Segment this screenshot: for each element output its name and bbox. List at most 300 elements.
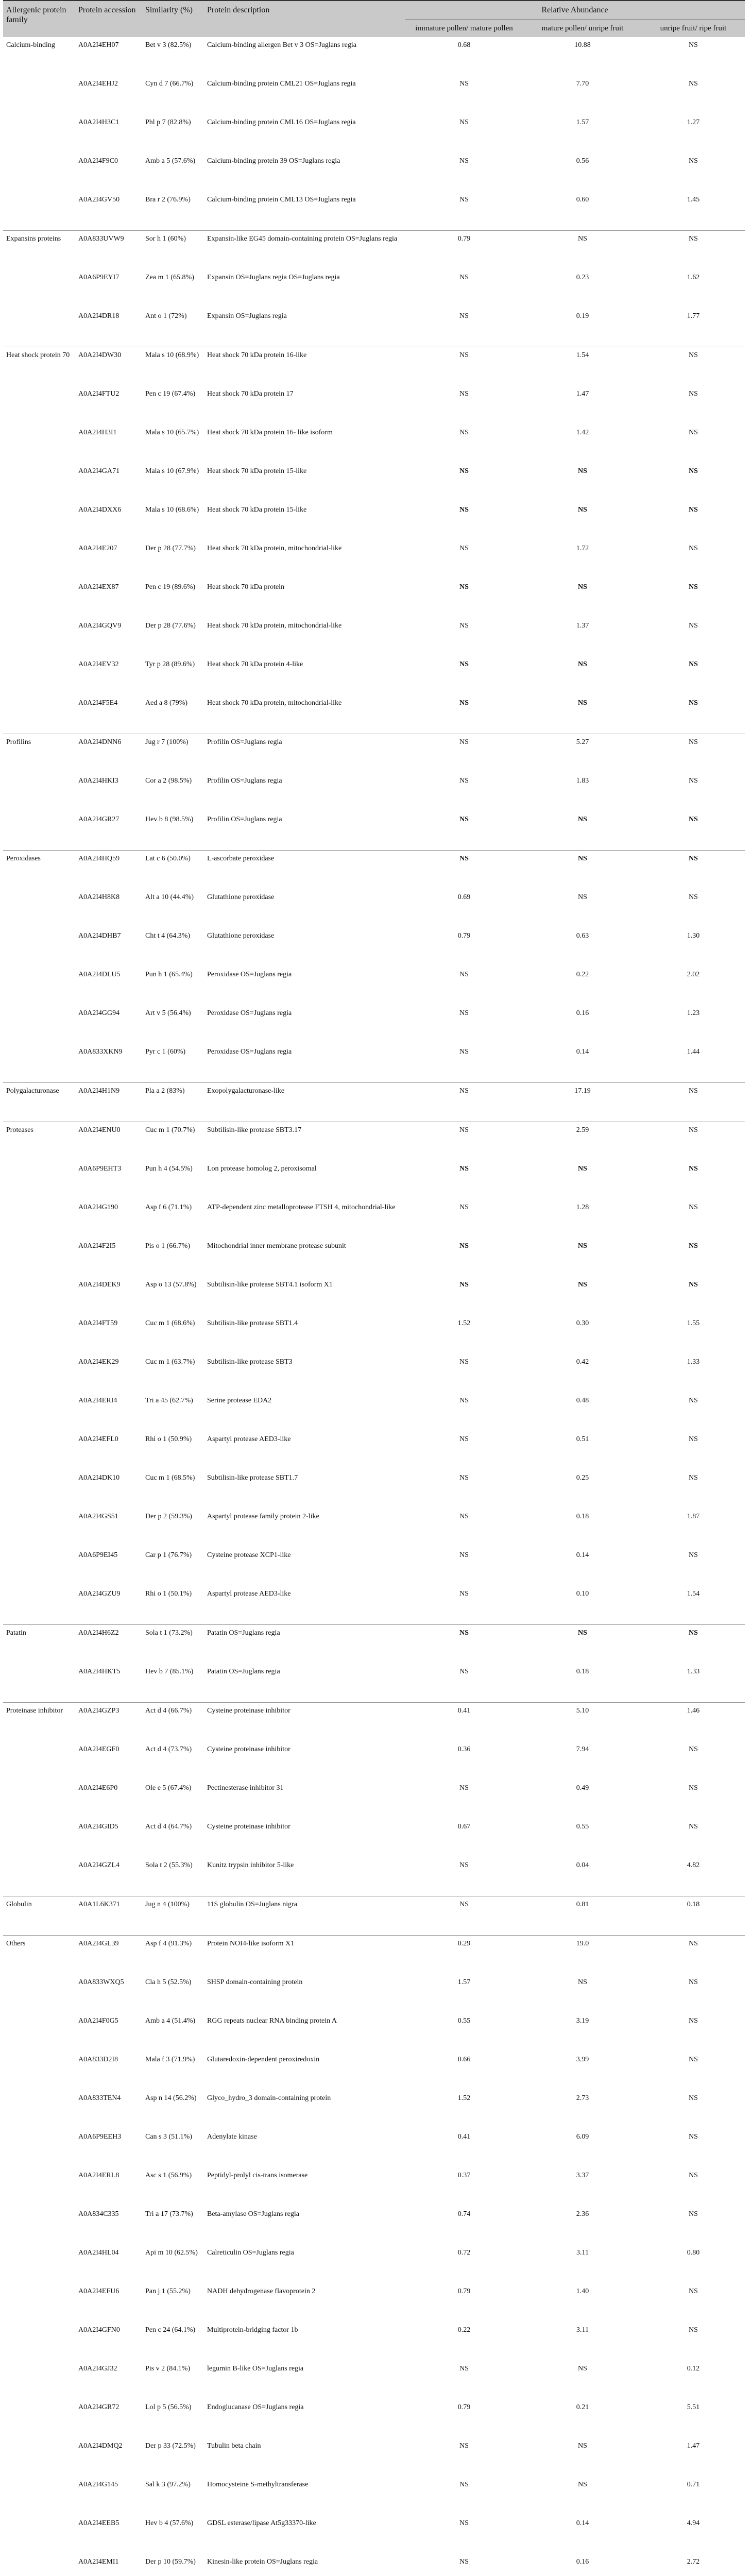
cell-unripe-ripe-fruit: 2.72: [687, 2558, 700, 2566]
cell-immature-mature-pollen: NS: [459, 583, 469, 591]
table-row: [3, 192, 745, 231]
cell-unripe-ripe-fruit: NS: [689, 2056, 698, 2064]
cell-family: [3, 618, 75, 656]
cell-immature-mature-pollen: 0.55: [457, 2017, 471, 2025]
cell-family: [3, 1199, 75, 1238]
cell-similarity: Pen c 19 (89.6%): [145, 583, 196, 591]
cell-mature-pollen-unripe-fruit: NS: [578, 2481, 587, 2489]
cell-mature-pollen-unripe-fruit: 19.0: [576, 1940, 589, 1948]
cell-family: [3, 656, 75, 695]
table-row: [3, 2283, 745, 2322]
cell-family: [3, 2013, 75, 2052]
cell-family: [3, 2052, 75, 2090]
cell-description: Heat shock 70 kDa protein: [207, 583, 285, 591]
cell-mature-pollen-unripe-fruit: 1.37: [576, 622, 589, 630]
cell-accession: A0A1L6K371: [75, 1896, 142, 1936]
table-row: [3, 114, 745, 153]
cell-unripe-ripe-fruit: NS: [689, 2133, 698, 2141]
cell-description: Peroxidase OS=Juglans regia: [204, 1044, 405, 1083]
cell-description: Heat shock 70 kDa protein 15-like: [207, 467, 307, 476]
cell-similarity: Mala s 10 (68.6%): [145, 506, 199, 514]
cell-accession: A0A2I4GJ32: [78, 2365, 117, 2373]
cell-similarity: Amb a 4 (51.4%): [145, 2017, 196, 2025]
cell-description: Adenylate kinase: [207, 2133, 257, 2141]
cell-immature-mature-pollen: 0.74: [457, 2210, 471, 2218]
cell-mature-pollen-unripe-fruit: NS: [523, 695, 642, 734]
cell-similarity: Cor a 2 (98.5%): [145, 777, 192, 785]
cell-similarity: Ole e 5 (67.4%): [145, 1784, 192, 1792]
cell-accession: A0A2I4DEK9: [78, 1281, 121, 1289]
cell-unripe-ripe-fruit: NS: [689, 1126, 698, 1134]
cell-unripe-ripe-fruit: NS: [689, 2326, 698, 2334]
cell-unripe-ripe-fruit: NS: [689, 506, 698, 514]
cell-accession: A0A2I4EEB5: [78, 2519, 119, 2528]
cell-mature-pollen-unripe-fruit: 0.30: [576, 1319, 589, 1328]
cell-family: [3, 2477, 75, 2515]
cell-unripe-ripe-fruit: NS: [689, 2287, 698, 2296]
cell-description: Pectinesterase inhibitor 31: [207, 1784, 284, 1792]
cell-unripe-ripe-fruit: 1.54: [642, 1586, 745, 1625]
cell-similarity: Asp o 13 (57.8%): [145, 1281, 197, 1289]
cell-family: [3, 1470, 75, 1509]
cell-family: [3, 2361, 75, 2399]
table-row: [3, 2477, 745, 2515]
cell-description: RGG repeats nuclear RNA binding protein A: [207, 2017, 337, 2025]
cell-unripe-ripe-fruit: 1.33: [642, 1664, 745, 1703]
cell-similarity: Hev b 7 (85.1%): [142, 1664, 204, 1703]
cell-similarity: Pis o 1 (66.7%): [145, 1242, 191, 1250]
cell-accession: A0A2I4H8K8: [78, 893, 120, 902]
header-family: Allergenic protein family: [3, 1, 75, 37]
cell-description: SHSP domain-containing protein: [207, 1978, 303, 1987]
table-row: [3, 695, 745, 734]
cell-accession: A0A6P9EEH3: [78, 2133, 122, 2141]
table-row: [3, 579, 745, 618]
cell-similarity: Rhi o 1 (50.1%): [142, 1586, 204, 1625]
cell-description: Kunitz trypsin inhibitor 5-like: [204, 1857, 405, 1896]
cell-immature-mature-pollen: 0.29: [457, 1940, 471, 1948]
cell-accession: A0A2I4GR72: [78, 2403, 119, 2412]
table-row: [3, 1586, 745, 1625]
cell-description: Patatin OS=Juglans regia: [204, 1664, 405, 1703]
cell-immature-mature-pollen: NS: [459, 157, 469, 165]
cell-immature-mature-pollen: NS: [459, 738, 469, 747]
cell-accession: A0A2I4EV32: [78, 660, 119, 669]
cell-family: [3, 1238, 75, 1277]
cell-family: [3, 1741, 75, 1780]
cell-immature-mature-pollen: 0.22: [457, 2326, 471, 2334]
cell-unripe-ripe-fruit: NS: [689, 1784, 698, 1792]
cell-description: Multiprotein-bridging factor 1b: [207, 2326, 298, 2334]
cell-immature-mature-pollen: 0.66: [457, 2056, 471, 2064]
cell-unripe-ripe-fruit: 5.51: [687, 2403, 700, 2412]
cell-similarity: Tri a 17 (73.7%): [145, 2210, 193, 2218]
cell-accession: A0A2I4GZP3: [78, 1707, 119, 1715]
cell-description: Expansin-like EG45 domain-containing protein OS=Juglans regia: [207, 235, 398, 243]
cell-similarity: Cuc m 1 (68.5%): [145, 1474, 195, 1482]
cell-immature-mature-pollen: NS: [459, 2365, 469, 2373]
cell-similarity: Ant o 1 (72%): [142, 308, 204, 347]
cell-similarity: Der p 2 (59.3%): [145, 1513, 192, 1521]
cell-similarity: Cyn d 7 (66.7%): [145, 80, 194, 88]
cell-description: Cysteine proteinase inhibitor: [207, 1707, 290, 1715]
cell-immature-mature-pollen: 1.52: [457, 1319, 471, 1328]
cell-accession: A0A2I4H3I1: [78, 429, 117, 437]
cell-immature-mature-pollen: NS: [459, 622, 469, 630]
cell-unripe-ripe-fruit: NS: [689, 660, 698, 669]
cell-description: Peroxidase OS=Juglans regia: [207, 1009, 292, 1018]
cell-mature-pollen-unripe-fruit: 1.28: [576, 1204, 589, 1212]
table-row: [3, 1741, 745, 1780]
cell-accession: A0A833D2I8: [78, 2056, 118, 2064]
cell-similarity: Jug n 4 (100%): [142, 1896, 204, 1936]
cell-mature-pollen-unripe-fruit: 1.57: [576, 118, 589, 127]
cell-mature-pollen-unripe-fruit: 2.36: [576, 2210, 589, 2218]
cell-similarity: Cuc m 1 (63.7%): [145, 1358, 195, 1366]
cell-immature-mature-pollen: NS: [459, 777, 469, 785]
cell-family: Peroxidases: [6, 855, 41, 863]
table-row: [3, 2438, 745, 2477]
cell-mature-pollen-unripe-fruit: NS: [578, 1281, 587, 1289]
cell-immature-mature-pollen: NS: [459, 390, 469, 398]
cell-mature-pollen-unripe-fruit: 3.11: [576, 2249, 589, 2257]
cell-accession: A0A2I4GZU9: [75, 1586, 142, 1625]
table-row: [3, 2361, 745, 2399]
cell-accession: A0A2I4FT59: [78, 1319, 118, 1328]
cell-mature-pollen-unripe-fruit: 5.10: [576, 1707, 589, 1715]
cell-accession: A0A2I4E207: [78, 545, 117, 553]
cell-accession: A0A2I4GFN0: [78, 2326, 120, 2334]
cell-unripe-ripe-fruit: NS: [689, 1435, 698, 1444]
cell-family: [3, 76, 75, 114]
cell-accession: A0A6P9EHT3: [78, 1165, 122, 1173]
cell-unripe-ripe-fruit: 1.27: [687, 118, 700, 127]
cell-mature-pollen-unripe-fruit: NS: [578, 855, 587, 863]
cell-unripe-ripe-fruit: 4.82: [642, 1857, 745, 1896]
cell-immature-mature-pollen: NS: [405, 192, 523, 231]
cell-similarity: Rhi o 1 (50.9%): [145, 1435, 192, 1444]
cell-description: Peptidyl-prolyl cis-trans isomerase: [207, 2172, 308, 2180]
cell-mature-pollen-unripe-fruit: 0.25: [576, 1474, 589, 1482]
cell-similarity: Tyr p 28 (89.6%): [145, 660, 195, 669]
cell-description: Tubulin beta chain: [207, 2442, 261, 2450]
cell-immature-mature-pollen: NS: [459, 1204, 469, 1212]
cell-mature-pollen-unripe-fruit: NS: [578, 506, 587, 514]
cell-family: [3, 967, 75, 1005]
cell-unripe-ripe-fruit: 1.30: [687, 932, 700, 940]
cell-mature-pollen-unripe-fruit: 7.70: [576, 80, 589, 88]
cell-accession: A0A2I4HQ59: [78, 855, 120, 863]
cell-mature-pollen-unripe-fruit: 1.83: [576, 777, 589, 785]
cell-family: Others: [6, 1940, 26, 1948]
cell-mature-pollen-unripe-fruit: NS: [578, 1978, 587, 1987]
cell-family: Polygalacturonase: [3, 1083, 75, 1122]
cell-unripe-ripe-fruit: NS: [689, 777, 698, 785]
table-row: [3, 1819, 745, 1857]
cell-mature-pollen-unripe-fruit: NS: [578, 1629, 587, 1637]
cell-family: [3, 1431, 75, 1470]
cell-family: [3, 1354, 75, 1393]
cell-family: [3, 540, 75, 579]
cell-immature-mature-pollen: NS: [459, 80, 469, 88]
cell-mature-pollen-unripe-fruit: NS: [578, 467, 587, 476]
cell-family: [3, 695, 75, 734]
cell-similarity: Pun h 4 (54.5%): [145, 1165, 193, 1173]
cell-accession: A0A2I4ENU0: [78, 1126, 121, 1134]
cell-unripe-ripe-fruit: NS: [689, 80, 698, 88]
cell-description: Cysteine proteinase inhibitor: [207, 1745, 290, 1754]
cell-unripe-ripe-fruit: 0.71: [687, 2481, 700, 2489]
cell-similarity: Sola t 1 (73.2%): [145, 1629, 193, 1637]
cell-family: [3, 2322, 75, 2361]
cell-immature-mature-pollen: NS: [459, 2481, 469, 2489]
cell-similarity: Act d 4 (73.7%): [145, 1745, 192, 1754]
cell-description: Glutathione peroxidase: [207, 932, 275, 940]
cell-immature-mature-pollen: NS: [459, 1126, 469, 1134]
cell-family: [3, 889, 75, 928]
table-row: [3, 2129, 745, 2167]
cell-immature-mature-pollen: 0.36: [457, 1745, 471, 1754]
header-immature-vs-mature-pollen: immature pollen/ mature pollen: [405, 20, 523, 38]
cell-unripe-ripe-fruit: NS: [689, 351, 698, 360]
cell-unripe-ripe-fruit: NS: [689, 2172, 698, 2180]
header-description: Protein description: [204, 1, 405, 37]
cell-immature-mature-pollen: 1.57: [457, 1978, 471, 1987]
cell-accession: A0A834C335: [78, 2210, 119, 2218]
cell-accession: A0A2I4GQV9: [78, 622, 122, 630]
table-row: [3, 773, 745, 811]
cell-accession: A0A2I4H6Z2: [78, 1629, 119, 1637]
cell-accession: A0A2I4G190: [78, 1204, 118, 1212]
table-row: [3, 347, 745, 386]
cell-description: Protein NOI4-like isoform X1: [207, 1940, 295, 1948]
cell-accession: A0A833UVW9: [78, 235, 124, 243]
cell-unripe-ripe-fruit: NS: [642, 695, 745, 734]
cell-family: Patatin: [6, 1629, 26, 1637]
cell-description: 11S globulin OS=Juglans nigra: [204, 1896, 405, 1936]
cell-mature-pollen-unripe-fruit: 0.63: [576, 932, 589, 940]
cell-unripe-ripe-fruit: NS: [689, 1978, 698, 1987]
cell-family: [3, 2245, 75, 2283]
cell-mature-pollen-unripe-fruit: NS: [578, 583, 587, 591]
cell-unripe-ripe-fruit: NS: [689, 1281, 698, 1289]
cell-accession: A0A2I4EH07: [78, 41, 119, 49]
cell-description: Heat shock 70 kDa protein, mitochondrial-like: [207, 622, 342, 630]
cell-immature-mature-pollen: NS: [459, 2558, 469, 2566]
cell-immature-mature-pollen: NS: [405, 308, 523, 347]
cell-accession: A0A6P9EYI7: [78, 274, 119, 282]
cell-description: Patatin OS=Juglans regia: [207, 1629, 280, 1637]
cell-unripe-ripe-fruit: 1.23: [687, 1009, 700, 1018]
cell-mature-pollen-unripe-fruit: 10.88: [574, 41, 591, 49]
cell-description: Heat shock 70 kDa protein, mitochondrial-like: [207, 545, 342, 553]
cell-mature-pollen-unripe-fruit: 0.14: [576, 1551, 589, 1560]
table-row: [3, 1547, 745, 1586]
table-row: [3, 928, 745, 967]
cell-family: [3, 773, 75, 811]
table-row: [3, 2090, 745, 2129]
cell-accession: A0A833TEN4: [78, 2094, 121, 2103]
table-row: [3, 889, 745, 928]
table-row: [3, 811, 745, 851]
cell-similarity: Asp f 4 (91.3%): [145, 1940, 192, 1948]
table-row: [3, 1277, 745, 1315]
cell-unripe-ripe-fruit: NS: [689, 1940, 698, 1948]
table-row: [3, 1974, 745, 2013]
cell-unripe-ripe-fruit: NS: [689, 1242, 698, 1250]
cell-family: [3, 1161, 75, 1199]
cell-similarity: Car p 1 (76.7%): [145, 1551, 192, 1560]
cell-accession: A0A2I4DR18: [75, 308, 142, 347]
cell-similarity: Amb a 5 (57.6%): [145, 157, 196, 165]
cell-immature-mature-pollen: NS: [459, 1629, 469, 1637]
table-row: [3, 656, 745, 695]
cell-mature-pollen-unripe-fruit: NS: [578, 2365, 587, 2373]
table-row: [3, 308, 745, 347]
table-row: [3, 1044, 745, 1083]
cell-immature-mature-pollen: NS: [459, 1358, 469, 1366]
header-similarity: Similarity (%): [142, 1, 204, 37]
cell-description: Subtilisin-like protease SBT1.7: [207, 1474, 298, 1482]
cell-unripe-ripe-fruit: NS: [689, 157, 698, 165]
cell-immature-mature-pollen: NS: [405, 1083, 523, 1122]
cell-mature-pollen-unripe-fruit: NS: [578, 660, 587, 669]
table-row: [3, 76, 745, 114]
cell-similarity: Der p 10 (59.7%): [145, 2558, 196, 2566]
cell-family: [3, 463, 75, 502]
table-row: [3, 2515, 745, 2554]
cell-unripe-ripe-fruit: 1.46: [687, 1707, 700, 1715]
cell-accession: A0A2I4HKT5: [75, 1664, 142, 1703]
table-row: [3, 1780, 745, 1819]
cell-mature-pollen-unripe-fruit: NS: [578, 235, 587, 243]
table-row: [3, 734, 745, 773]
cell-description: Glutaredoxin-dependent peroxiredoxin: [207, 2056, 320, 2064]
cell-mature-pollen-unripe-fruit: 0.18: [576, 1513, 589, 1521]
cell-similarity: Cuc m 1 (68.6%): [145, 1319, 195, 1328]
cell-immature-mature-pollen: 0.67: [457, 1823, 471, 1831]
cell-immature-mature-pollen: NS: [405, 695, 523, 734]
cell-family: [3, 2129, 75, 2167]
cell-similarity: Art v 5 (56.4%): [145, 1009, 191, 1018]
cell-accession: A0A2I4DHB7: [78, 932, 121, 940]
cell-similarity: Jug r 7 (100%): [145, 738, 189, 747]
cell-accession: A0A2I4FTU2: [78, 390, 119, 398]
cell-accession: A0A833WXQ5: [78, 1978, 124, 1987]
cell-family: Proteinase inhibitor: [6, 1707, 63, 1715]
cell-unripe-ripe-fruit: NS: [689, 235, 698, 243]
cell-immature-mature-pollen: 0.79: [457, 235, 471, 243]
cell-unripe-ripe-fruit: 1.55: [687, 1319, 700, 1328]
cell-family: [3, 1586, 75, 1625]
cell-immature-mature-pollen: NS: [405, 1044, 523, 1083]
table-row: [3, 967, 745, 1005]
cell-description: Heat shock 70 kDa protein 16-like: [207, 351, 307, 360]
cell-accession: A0A2I4DNN6: [78, 738, 122, 747]
cell-immature-mature-pollen: NS: [405, 1896, 523, 1936]
cell-mature-pollen-unripe-fruit: 0.49: [576, 1784, 589, 1792]
cell-immature-mature-pollen: 0.41: [457, 1707, 471, 1715]
cell-description: Profilin OS=Juglans regia: [207, 738, 282, 747]
cell-similarity: Asp n 14 (56.2%): [145, 2094, 197, 2103]
cell-accession: A0A2I4EMI1: [78, 2558, 119, 2566]
cell-similarity: Sor h 1 (60%): [145, 235, 186, 243]
cell-accession: A0A2I4H3C1: [78, 118, 119, 127]
table-row: [3, 425, 745, 463]
cell-unripe-ripe-fruit: NS: [689, 1629, 698, 1637]
cell-accession: A0A2I4F5E4: [75, 695, 142, 734]
cell-similarity: Sola t 2 (55.3%): [142, 1857, 204, 1896]
cell-mature-pollen-unripe-fruit: NS: [523, 811, 642, 851]
header-unripe-vs-ripe-fruit: unripe fruit/ ripe fruit: [642, 20, 745, 38]
cell-similarity: Sal k 3 (97.2%): [145, 2481, 191, 2489]
cell-mature-pollen-unripe-fruit: 3.11: [576, 2326, 589, 2334]
cell-unripe-ripe-fruit: NS: [689, 893, 698, 902]
table-row: [3, 1315, 745, 1354]
cell-unripe-ripe-fruit: 1.77: [642, 308, 745, 347]
table-row: [3, 2052, 745, 2090]
cell-accession: A0A2I4H1N9: [75, 1083, 142, 1122]
table-row: [3, 2167, 745, 2206]
cell-immature-mature-pollen: NS: [405, 1664, 523, 1703]
cell-unripe-ripe-fruit: NS: [689, 467, 698, 476]
cell-unripe-ripe-fruit: NS: [689, 1745, 698, 1754]
cell-accession: A0A2I4G145: [78, 2481, 118, 2489]
cell-similarity: Cla h 5 (52.5%): [145, 1978, 192, 1987]
cell-description: Calreticulin OS=Juglans regia: [207, 2249, 294, 2257]
cell-unripe-ripe-fruit: NS: [689, 622, 698, 630]
cell-family: [3, 308, 75, 347]
table-row: [3, 1857, 745, 1896]
cell-description: Profilin OS=Juglans regia: [204, 811, 405, 851]
table-header: [3, 1, 745, 37]
table-row: [3, 1122, 745, 1161]
cell-description: Calcium-binding protein CML21 OS=Juglans regia: [207, 80, 356, 88]
table-row: [3, 1393, 745, 1431]
table-row: [3, 1509, 745, 1547]
cell-description: Subtilisin-like protease SBT1.4: [207, 1319, 298, 1328]
cell-accession: A0A2I4EFL0: [78, 1435, 118, 1444]
cell-immature-mature-pollen: 0.79: [457, 2403, 471, 2412]
cell-accession: A0A2I4ERI4: [78, 1397, 117, 1405]
cell-mature-pollen-unripe-fruit: 0.21: [576, 2403, 589, 2412]
cell-similarity: Hev b 8 (98.5%): [142, 811, 204, 851]
cell-description: Aspartyl protease AED3-like: [204, 1586, 405, 1625]
cell-similarity: Zea m 1 (65.8%): [145, 274, 194, 282]
cell-similarity: Pla a 2 (83%): [142, 1083, 204, 1122]
cell-unripe-ripe-fruit: 0.18: [642, 1896, 745, 1936]
cell-mature-pollen-unripe-fruit: 0.14: [576, 2519, 589, 2528]
table-row: [3, 2245, 745, 2283]
cell-immature-mature-pollen: 0.41: [457, 2133, 471, 2141]
cell-similarity: Mala s 10 (67.9%): [145, 467, 199, 476]
cell-description: Calcium-binding allergen Bet v 3 OS=Juglans regia: [207, 41, 356, 49]
cell-immature-mature-pollen: 0.68: [457, 41, 471, 49]
cell-description: Glyco_hydro_3 domain-containing protein: [207, 2094, 331, 2103]
cell-mature-pollen-unripe-fruit: 3.19: [576, 2017, 589, 2025]
cell-accession: A0A2I4EGF0: [78, 1745, 119, 1754]
cell-mature-pollen-unripe-fruit: 0.60: [523, 192, 642, 231]
cell-immature-mature-pollen: NS: [459, 1435, 469, 1444]
cell-mature-pollen-unripe-fruit: 5.27: [576, 738, 589, 747]
table-row: [3, 2322, 745, 2361]
table-row: [3, 540, 745, 579]
cell-family: [3, 928, 75, 967]
cell-immature-mature-pollen: NS: [459, 351, 469, 360]
cell-family: [3, 2438, 75, 2477]
cell-similarity: Pen c 24 (64.1%): [145, 2326, 196, 2334]
cell-mature-pollen-unripe-fruit: 0.23: [576, 274, 589, 282]
